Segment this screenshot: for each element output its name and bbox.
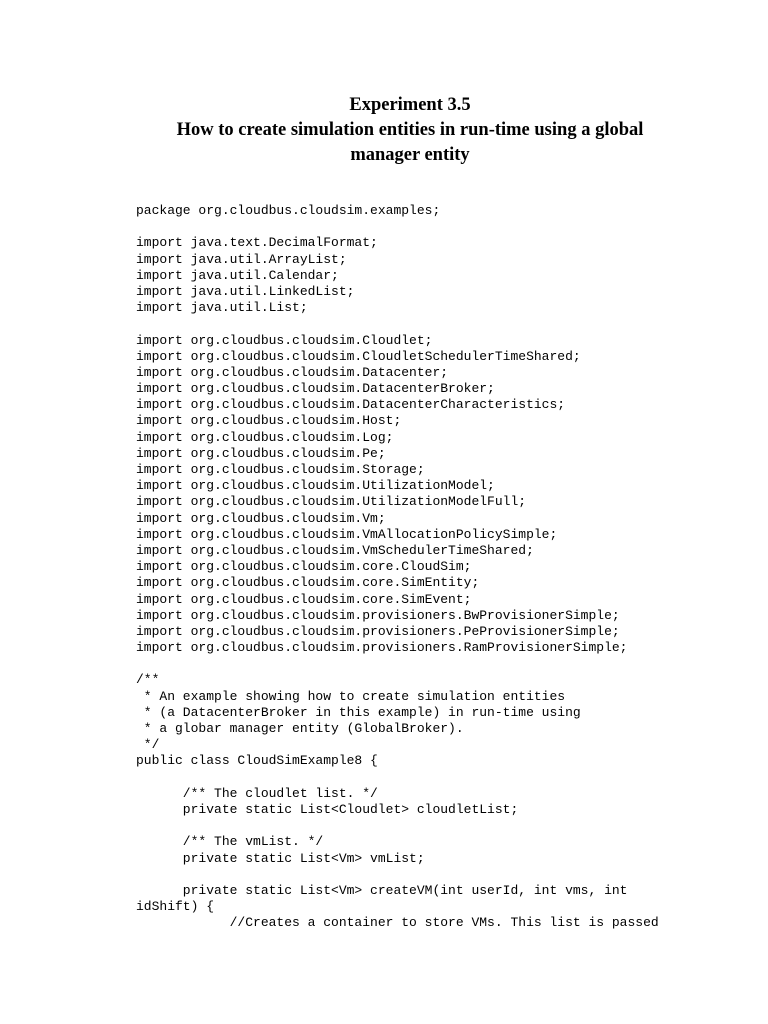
code-line: import java.util.ArrayList;	[136, 251, 347, 267]
code-line: import org.cloudbus.cloudsim.Pe;	[136, 445, 386, 461]
code-line: import org.cloudbus.cloudsim.provisioners.RamProvisionerSimple;	[136, 640, 628, 656]
code-line: import org.cloudbus.cloudsim.Cloudlet;	[136, 332, 433, 348]
experiment-title-line-2: manager entity	[350, 145, 470, 165]
experiment-number: Experiment 3.5	[349, 95, 471, 115]
code-line: import org.cloudbus.cloudsim.provisioners.PeProvisionerSimple;	[136, 623, 620, 639]
code-line	[136, 770, 756, 786]
code-line	[136, 656, 756, 672]
code-line: import org.cloudbus.cloudsim.core.SimEvent;	[136, 591, 472, 607]
code-line: import org.cloudbus.cloudsim.Datacenter;	[136, 364, 449, 380]
code-line: /**	[136, 672, 160, 688]
code-line: * An example showing how to create simulation entities	[136, 688, 566, 704]
code-line: import org.cloudbus.cloudsim.core.CloudSim;	[136, 559, 472, 575]
code-line: import java.util.List;	[136, 300, 308, 316]
code-line	[136, 818, 756, 834]
code-line: import org.cloudbus.cloudsim.VmSchedulerTimeShared;	[136, 542, 534, 558]
code-line: import org.cloudbus.cloudsim.Host;	[136, 413, 402, 429]
code-line: */	[136, 737, 160, 753]
code-line: import org.cloudbus.cloudsim.DatacenterCharacteristics;	[136, 397, 566, 413]
code-line: private static List<Vm> vmList;	[136, 850, 425, 866]
code-line: import org.cloudbus.cloudsim.core.SimEntity;	[136, 575, 480, 591]
code-listing	[136, 203, 756, 931]
code-line: import org.cloudbus.cloudsim.Storage;	[136, 462, 425, 477]
code-line: import org.cloudbus.cloudsim.CloudletSchedulerTimeShared;	[136, 348, 581, 364]
code-line: public class CloudSimExample8 {	[136, 753, 378, 769]
document-heading	[60, 93, 760, 168]
experiment-title-line-1: How to create simulation entities in run-time using a global	[176, 120, 644, 140]
code-line: import java.util.LinkedList;	[136, 283, 355, 299]
code-line: /** The vmList. */	[136, 834, 324, 850]
code-line: import org.cloudbus.cloudsim.DatacenterBroker;	[136, 381, 495, 397]
code-line: import org.cloudbus.cloudsim.provisioners.BwProvisionerSimple;	[136, 607, 620, 623]
code-line: /** The cloudlet list. */	[136, 785, 378, 801]
code-line: private static List<Vm> createVM(int userId, int vms, int	[136, 882, 628, 898]
code-line	[136, 867, 756, 883]
code-line: * a globar manager entity (GlobalBroker).	[136, 721, 464, 736]
code-line: import java.text.DecimalFormat;	[136, 235, 378, 251]
code-line: import java.util.Calendar;	[136, 267, 339, 283]
code-line	[136, 219, 756, 235]
code-line: //Creates a container to store VMs. This list is passed	[136, 915, 659, 931]
code-line: import org.cloudbus.cloudsim.VmAllocationPolicySimple;	[136, 526, 558, 542]
code-line: import org.cloudbus.cloudsim.Log;	[136, 429, 394, 445]
code-line	[136, 316, 756, 332]
code-line: private static List<Cloudlet> cloudletList;	[136, 801, 519, 817]
code-line: idShift) {	[136, 899, 215, 915]
code-line: * (a DatacenterBroker in this example) in run-time using	[136, 704, 581, 720]
code-line: import org.cloudbus.cloudsim.UtilizationModel;	[136, 478, 495, 494]
code-line: import org.cloudbus.cloudsim.Vm;	[136, 510, 386, 526]
code-line: import org.cloudbus.cloudsim.UtilizationModelFull;	[136, 494, 527, 510]
code-line: package org.cloudbus.cloudsim.examples;	[136, 203, 441, 218]
